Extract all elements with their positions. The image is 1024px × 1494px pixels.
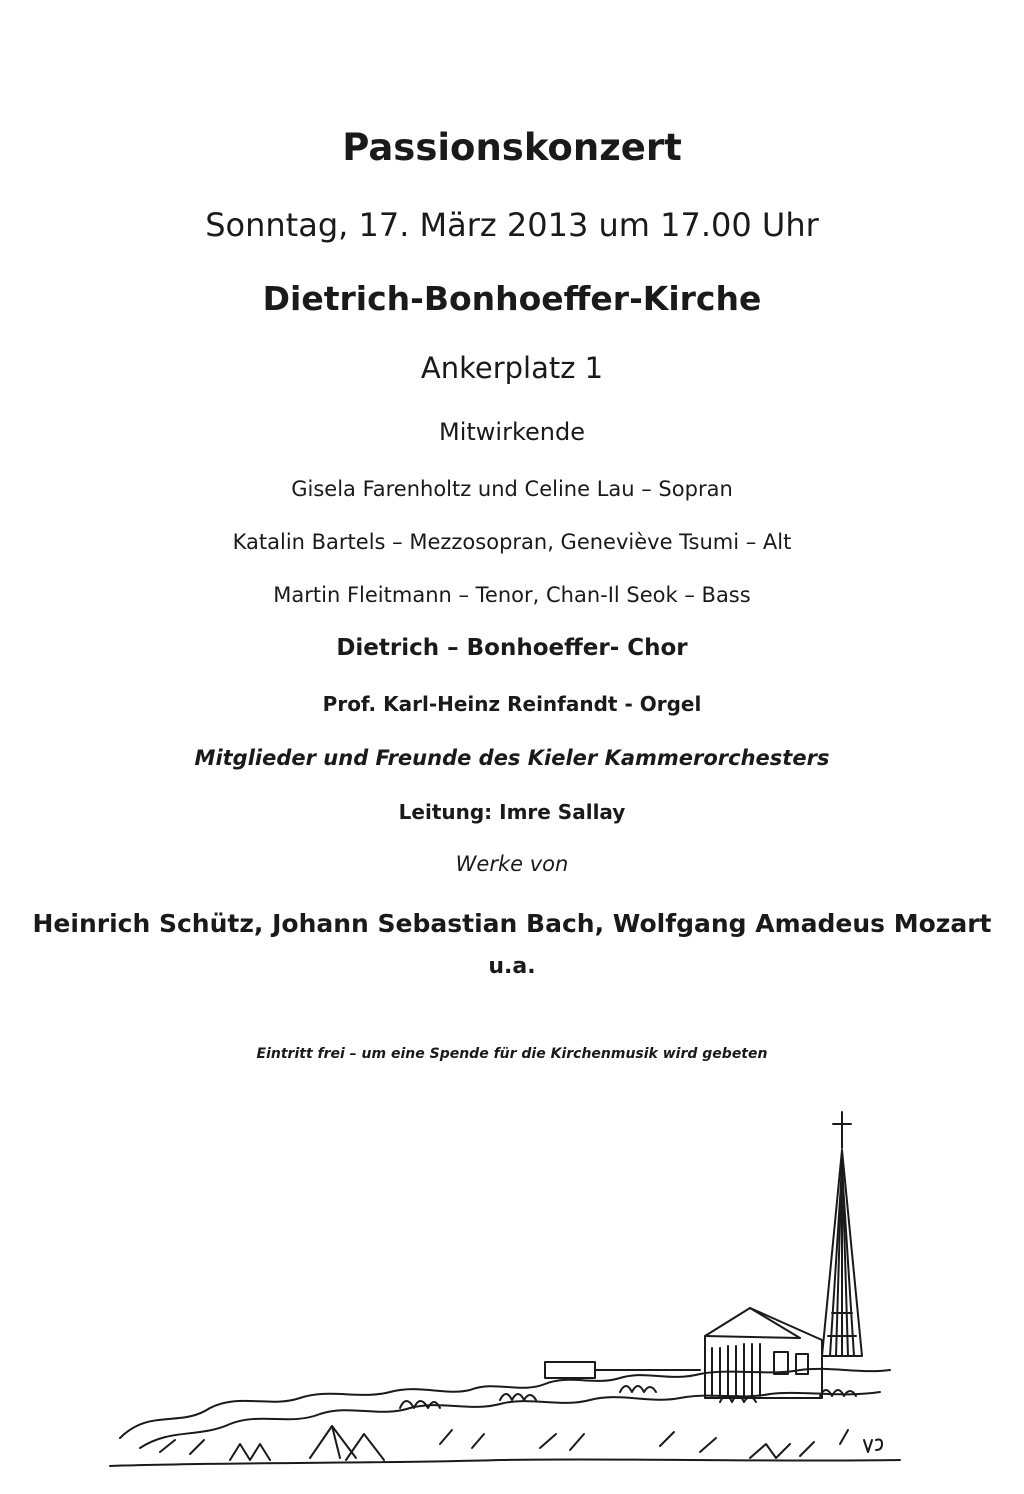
church-illustration xyxy=(100,1108,910,1478)
works-heading: Werke von xyxy=(455,852,569,876)
venue-address: Ankerplatz 1 xyxy=(420,351,604,385)
conductor-line: Leitung: Imre Sallay xyxy=(398,800,626,824)
performers-heading: Mitwirkende xyxy=(439,418,585,446)
performer-line: Katalin Bartels – Mezzosopran, Geneviève Tsumi – Alt xyxy=(232,530,792,554)
performer-line: Martin Fleitmann – Tenor, Chan-Il Seok – Bass xyxy=(273,583,751,607)
orchestra-line: Mitglieder und Freunde des Kieler Kammerorchesters xyxy=(194,746,830,770)
concert-title: Passionskonzert xyxy=(342,126,682,169)
venue-name: Dietrich-Bonhoeffer-Kirche xyxy=(262,279,762,318)
performer-line: Gisela Farenholtz und Celine Lau – Sopran xyxy=(291,477,733,501)
admission-note: Eintritt frei – um eine Spende für die Kirchenmusik wird gebeten xyxy=(256,1046,768,1062)
composers-line: Heinrich Schütz, Johann Sebastian Bach, Wolfgang Amadeus Mozart xyxy=(32,909,992,938)
concert-date-time: Sonntag, 17. März 2013 um 17.00 Uhr xyxy=(205,206,819,244)
choir-name: Dietrich – Bonhoeffer- Chor xyxy=(336,635,688,661)
composers-suffix: u.a. xyxy=(488,954,536,979)
organist-line: Prof. Karl-Heinz Reinfandt - Orgel xyxy=(322,692,702,716)
